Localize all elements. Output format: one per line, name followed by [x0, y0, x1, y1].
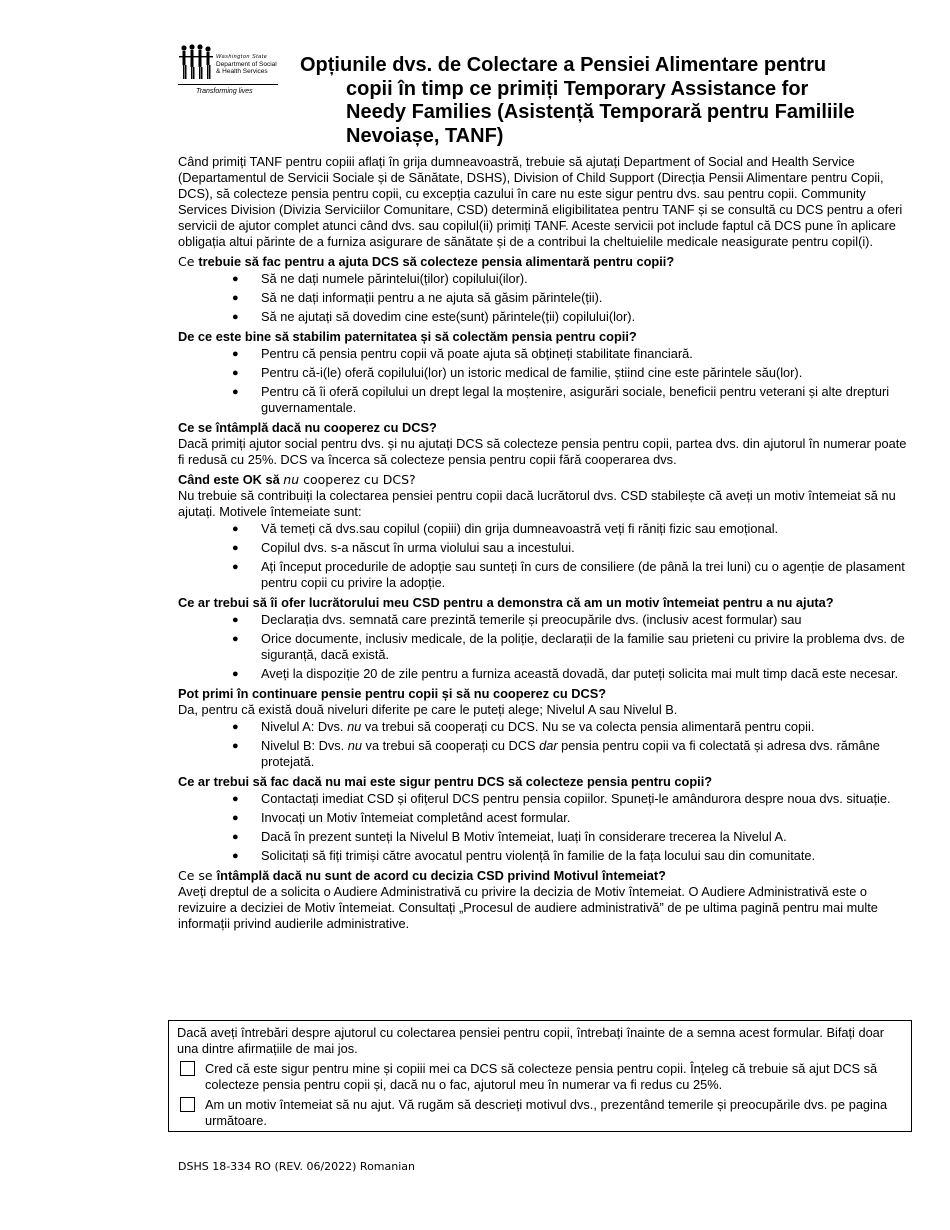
list-item-text: Pentru că pensia pentru copii vă poate ajuta să obțineți stabilitate financiară. — [261, 346, 693, 361]
bullet-icon: ● — [232, 273, 239, 285]
level-a-prefix: Nivelul A: Dvs. — [261, 719, 348, 734]
section-3-heading: Ce se întâmplă dacă nu cooperez cu DCS? — [178, 420, 437, 435]
option-safe-label: Cred că este sigur pentru mine și copiii mei ca DCS să colecteze pensia pentru copii. Înțeleg că trebuie să ajut DCS să colecteze pensia pentru copii și, dacă nu o fac, ajutorul meu în numerar va fi redus cu 25%. — [205, 1061, 878, 1092]
document-body — [178, 154, 913, 932]
level-a-text: va trebui să cooperați cu DCS. Nu se va colecta pensia alimentară pentru copii. — [361, 719, 815, 734]
bullet-icon: ● — [232, 523, 239, 535]
title-line-4: Nevoiașe, TANF) — [346, 124, 504, 147]
list-item-text: Orice documente, inclusiv medicale, de la poliție, declarații de la familie sau prieteni cu privire la problema dvs. de siguranță, dacă există. — [261, 631, 905, 662]
logo-state: Washington State — [216, 54, 268, 60]
section-8-text: Aveți dreptul de a solicita o Audiere Administrativă cu privire la decizia de Motiv întemeiat. O Audiere Administrativă este o revizuire a deciziei de Motiv întemeiat. Consultați „Procesul de audiere administrativă” de pe ultima pagină pentru mai multe informații privind audierile administrative. — [178, 884, 878, 931]
list-item-text: Declarația dvs. semnată care prezintă temerile și preocupările dvs. (inclusiv acest formular) sau — [261, 612, 802, 627]
list-item-text: Invocați un Motiv întemeiat completând acest formular. — [261, 810, 571, 825]
level-b-mid: va trebui să cooperați cu DCS — [362, 738, 540, 753]
logo-org-line1: Department of Social — [216, 61, 277, 68]
list-item-text: Dacă în prezent sunteți la Nivelul B Motiv întemeiat, luați în considerare trecerea la Nivelul A. — [261, 829, 787, 844]
dshs-logo — [178, 44, 280, 102]
list-item — [178, 848, 913, 864]
option-safe-row — [177, 1061, 903, 1093]
list-item-text: Contactați imediat CSD și ofițerul DCS pentru pensia copiilor. Spuneți-le amândurora despre noua dvs. situație. — [261, 791, 891, 806]
section-8-heading-text: întâmplă dacă nu sunt de acord cu decizia CSD privind Motivul întemeiat? — [216, 868, 666, 883]
section-1-heading-prefix: Ce — [178, 254, 199, 269]
level-b-text: pensia pentru copii va fi colectată și adresa dvs. rămâne protejată. — [261, 738, 880, 769]
list-item — [178, 666, 913, 682]
logo-org-line2: & Health Services — [216, 68, 268, 75]
list-item-text: Aveți la dispoziție 20 de zile pentru a furniza această dovadă, dar puteți solicita mai mult timp dacă este necesar. — [261, 666, 899, 681]
section-1-list — [178, 271, 913, 325]
list-item — [178, 791, 913, 807]
level-a-italic: nu — [347, 719, 362, 734]
list-item-text: Ați început procedurile de adopție sau sunteți în curs de consiliere (de până la trei luni) cu o agenție de plasament pentru copii cu privire la adopție. — [261, 559, 905, 590]
title-line-3: Needy Families (Asistență Temporară pentru Familiile — [346, 101, 855, 123]
title-line-1: Opțiunile dvs. de Colectare a Pensiei Alimentare pentru — [300, 54, 827, 76]
bullet-icon: ● — [232, 831, 239, 843]
list-item-text: Pentru că-i(le) oferă copilului(lor) un istoric medical de familie, știind cine este părintele său(lor). — [261, 365, 803, 380]
form-footer: DSHS 18-334 RO (REV. 06/2022) Romanian — [178, 1160, 416, 1173]
bullet-icon: ● — [232, 348, 239, 360]
list-item — [178, 384, 913, 416]
level-b-italic-2: dar — [539, 738, 558, 753]
consent-instruction: Dacă aveți întrebări despre ajutorul cu colectarea pensiei pentru copii, întrebați înainte de a semna acest formular. Bifați doar una dintre afirmațiile de mai jos. — [177, 1025, 885, 1056]
section-1-heading-text: trebuie să fac pentru a ajuta DCS să colecteze pensia alimentară pentru copii? — [198, 254, 675, 269]
list-item-text: Pentru că îi oferă copilului un drept legal la moștenire, asigurări sociale, beneficii pentru veterani și alte drepturi guvernamentale. — [261, 384, 890, 415]
option-good-cause-row — [177, 1097, 903, 1129]
list-item — [178, 631, 913, 663]
list-item-text: Copilul dvs. s-a născut în urma violului sau a incestului. — [261, 540, 575, 555]
bullet-icon: ● — [232, 850, 239, 862]
list-item-text: Să ne ajutați să dovedim cine este(sunt) părintele(ții) copilului(lor). — [261, 309, 636, 324]
section-1-heading — [178, 254, 913, 270]
section-6-heading: Pot primi în continuare pensie pentru copii și să nu cooperez cu DCS? — [178, 686, 607, 701]
option-good-cause-label: Am un motiv întemeiat să nu ajut. Vă rugăm să descrieți motivul dvs., prezentând temerile și preocupările dvs. pe pagina următoare. — [205, 1097, 888, 1128]
bullet-icon: ● — [232, 614, 239, 626]
list-item-text: Solicitați să fiți trimiși către avocatul pentru violență în familie de la fața locului sau din comunitate. — [261, 848, 816, 863]
intro-paragraph: Când primiți TANF pentru copiii aflați în grija dumneavoastră, trebuie să ajutați Department of Social and Health Service (Departamentul de Servicii Sociale și de Sănătate, DSHS), Division of Child Support (Direcția Pensii Alimentare pentru Copii, DCS), să colecteze pensia pentru copii, cu excepția cazului în care nu este sigur pentru dvs. sau pentru copii. Community Services Division (Divizia Serviciilor Comunitare, CSD) determină eligibilitatea pentru TANF și se consultă cu DCS pentru a oferi servicii de ajutor complet atunci când dvs. sau copilul(ii) primiți TANF. Aceste servicii pot include faptul că DCS pune în aplicare obligația altui părinte de a furniza asigurare de sănătate și de a contribui la cheltuielile medicale neasigurate pentru copil(i). — [178, 154, 903, 249]
section-6-list — [178, 719, 913, 770]
bullet-icon: ● — [232, 740, 239, 752]
list-item — [178, 829, 913, 845]
bullet-icon: ● — [232, 793, 239, 805]
list-item — [178, 290, 913, 306]
bullet-icon: ● — [232, 561, 239, 573]
list-item — [178, 271, 913, 287]
section-4-heading-italic: nu — [283, 472, 300, 487]
section-6-text: Da, pentru că există două niveluri diferite pe care le puteți alege; Nivelul A sau Nivelul B. — [178, 702, 678, 717]
section-4-heading-suffix: cooperez cu DCS? — [299, 472, 416, 487]
bullet-icon: ● — [232, 292, 239, 304]
list-item — [178, 521, 913, 537]
section-4-heading — [178, 472, 913, 488]
list-item — [178, 810, 913, 826]
logo-tagline: Transforming lives — [196, 88, 253, 95]
consent-box — [168, 1020, 912, 1132]
bullet-icon: ● — [232, 386, 239, 398]
section-8-heading-prefix: Ce se — [178, 868, 217, 883]
section-4-list — [178, 521, 913, 591]
section-2-list — [178, 346, 913, 416]
title-line-2: copii în timp ce primiți Temporary Assistance for — [346, 77, 809, 100]
level-b-italic: nu — [347, 738, 362, 753]
section-7-heading: Ce ar trebui să fac dacă nu mai este sigur pentru DCS să colecteze pensia pentru copii? — [178, 774, 713, 789]
list-item — [178, 309, 913, 325]
option-good-cause-checkbox[interactable] — [180, 1097, 195, 1112]
level-b-prefix: Nivelul B: Dvs. — [261, 738, 348, 753]
section-4-text: Nu trebuie să contribuiți la colectarea pensiei pentru copii dacă lucrătorul dvs. CSD stabilește că aveți un motiv întemeiat să nu ajutați. Motivele întemeiate sunt: — [178, 488, 896, 519]
option-safe-checkbox[interactable] — [180, 1061, 195, 1076]
section-8-heading — [178, 868, 913, 884]
bullet-icon: ● — [232, 311, 239, 323]
bullet-icon: ● — [232, 812, 239, 824]
list-item — [178, 365, 913, 381]
bullet-icon: ● — [232, 721, 239, 733]
list-item — [178, 346, 913, 362]
section-3-text: Dacă primiți ajutor social pentru dvs. și nu ajutați DCS să colecteze pensia pentru copii, partea dvs. din ajutorul în numerar poate fi redusă cu 25%. DCS va încerca să colecteze pensia pentru copii fără cooperarea dvs. — [178, 436, 907, 467]
section-2-heading: De ce este bine să stabilim paternitatea și să colectăm pensia pentru copii? — [178, 329, 637, 344]
section-7-list — [178, 791, 913, 864]
bullet-icon: ● — [232, 367, 239, 379]
section-5-heading: Ce ar trebui să îi ofer lucrătorului meu CSD pentru a demonstra că am un motiv întemeiat pentru a nu ajuta? — [178, 595, 834, 610]
list-item-level-a — [178, 719, 913, 735]
section-4-heading-text: Când este OK să — [178, 472, 284, 487]
logo-org-text — [216, 54, 277, 75]
section-5-list — [178, 612, 913, 682]
bullet-icon: ● — [232, 633, 239, 645]
family-figures-icon — [178, 44, 214, 82]
logo-divider — [178, 84, 278, 85]
list-item-text: Vă temeți că dvs.sau copilul (copiii) din grija dumneavoastră veți fi răniți fizic sau emoțional. — [261, 521, 779, 536]
list-item-text: Să ne dați informații pentru a ne ajuta să găsim părintele(ții). — [261, 290, 603, 305]
list-item-text: Să ne dați numele părintelui(ților) copilului(ilor). — [261, 271, 528, 286]
list-item — [178, 540, 913, 556]
list-item — [178, 612, 913, 628]
bullet-icon: ● — [232, 542, 239, 554]
page-title — [300, 54, 920, 148]
bullet-icon: ● — [232, 668, 239, 680]
list-item — [178, 559, 913, 591]
list-item-level-b — [178, 738, 913, 770]
